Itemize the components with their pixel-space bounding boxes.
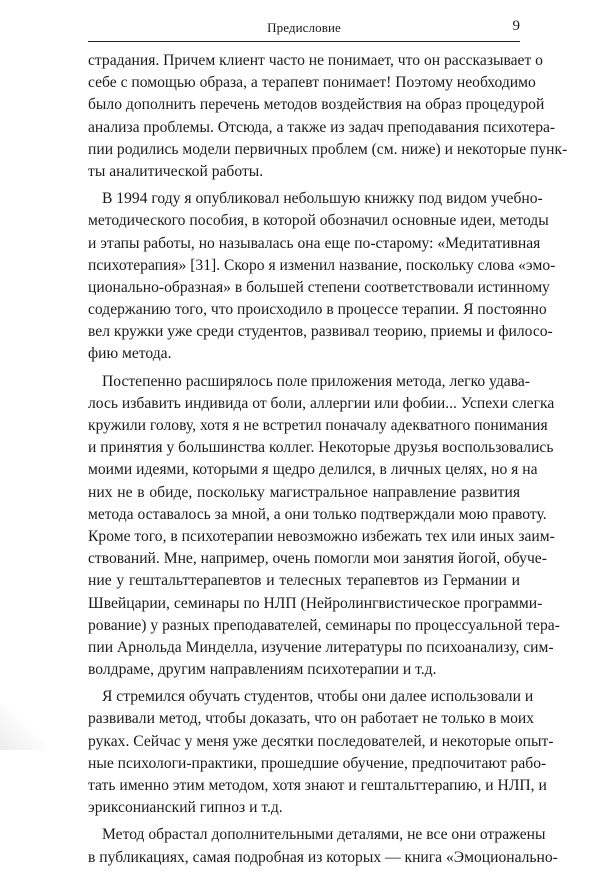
text-line: них не в обиде, поскольку магистральное направление развития bbox=[88, 483, 520, 501]
text-line: анализа проблемы. Отсюда, а также из задач преподавания психотера- bbox=[88, 118, 556, 136]
text-line: и этапы работы, но называлась она еще по-старому: «Медитативная bbox=[88, 234, 541, 252]
body-text bbox=[88, 50, 568, 874]
text-line: было дополнить перечень методов воздействия на образ процедурой bbox=[88, 96, 545, 114]
text-line: и принятия у большинства коллег. Некоторые друзья воспользовались bbox=[88, 439, 554, 457]
text-line: Швейцарии, семинары по НЛП (Нейролингвистическое программи- bbox=[88, 594, 543, 612]
text-line: ствований. Мне, например, очень помогли мои занятия йогой, обуче- bbox=[88, 550, 547, 568]
text-line: вел кружки уже среди студентов, развивал теорию, приемы и филосо- bbox=[88, 323, 553, 341]
paragraph bbox=[88, 188, 556, 366]
text-line: в публикациях, самая подробная из которых — книга «Эмоционально- bbox=[88, 848, 558, 866]
text-line: ты аналитической работы. bbox=[88, 162, 264, 180]
page-number: 9 bbox=[512, 18, 520, 34]
paragraph bbox=[88, 371, 560, 682]
text-line: пии Арнольда Минделла, изучение литературы по психоанализу, сим- bbox=[88, 638, 554, 656]
text-line: тать именно этим методом, хотя знают и гештальттерапию, и НЛП, и bbox=[88, 777, 547, 794]
text-line: себе с помощью образа, а терапевт понимает! Поэтому необходимо bbox=[88, 74, 536, 92]
text-line: психотерапия» [31]. Скоро я изменил название, поскольку слова «эмо- bbox=[88, 256, 556, 274]
text-line: ние у гештальттерапевтов и телесных терапевтов из Германии и bbox=[88, 572, 520, 590]
text-line: моими идеями, которыми я щедро делился, в личных целях, но я на bbox=[88, 461, 538, 479]
text-line: ные психологи-практики, прошедшие обучение, предпочитают рабо- bbox=[88, 754, 547, 772]
text-line: Кроме того, в психотерапии невозможно избежать тех или иных заим- bbox=[88, 527, 555, 545]
text-line: Я стремился обучать студентов, чтобы они далее использовали и bbox=[102, 688, 534, 706]
text-line: фию метода. bbox=[88, 345, 172, 363]
text-line: рование) у разных преподавателей, семинары по процессуальной тера- bbox=[88, 616, 560, 634]
running-header bbox=[88, 18, 520, 40]
paragraph bbox=[88, 824, 558, 868]
text-line: пии родились модели первичных проблем (см. ниже) и некоторые пунк- bbox=[88, 140, 568, 158]
text-line: волдраме, другим направлениям психотерапии и т.д. bbox=[88, 661, 437, 679]
page-corner-shadow bbox=[0, 704, 46, 750]
text-line: кружили голову, хотя я не встретил поначалу адекватного понимания bbox=[88, 417, 548, 434]
chapter-title: Предисловие bbox=[267, 20, 341, 35]
header-rule bbox=[88, 41, 520, 42]
text-line: руках. Сейчас у меня уже десятки последователей, и некоторые опыт- bbox=[88, 732, 554, 750]
text-line: лось избавить индивида от боли, аллергии или фобии... Успехи слегка bbox=[88, 394, 555, 412]
text-line: метода оставалось за мной, а они только подтверждали мою правоту. bbox=[88, 505, 547, 523]
text-line: развивали метод, чтобы доказать, что он работает не только в моих bbox=[88, 710, 535, 728]
text-line: Постепенно расширялось поле приложения метода, легко удава- bbox=[102, 372, 530, 390]
paragraph bbox=[88, 686, 554, 819]
paragraph bbox=[88, 50, 568, 183]
text-line: Метод обрастал дополнительными деталями, не все они отражены bbox=[102, 826, 546, 844]
text-line: методического пособия, в которой обозначил основные идеи, методы bbox=[88, 212, 549, 230]
text-line: В 1994 году я опубликовал небольшую книжку под видом учебно- bbox=[102, 190, 543, 208]
text-line: эриксонианский гипноз и т.д. bbox=[88, 799, 283, 817]
text-line: содержанию того, что происходило в процессе терапии. Я постоянно bbox=[88, 301, 547, 319]
text-line: страдания. Причем клиент часто не понимает, что он рассказывает о bbox=[88, 52, 543, 69]
text-line: ционально-образная» в большей степени соответствовали истинному bbox=[88, 278, 550, 296]
